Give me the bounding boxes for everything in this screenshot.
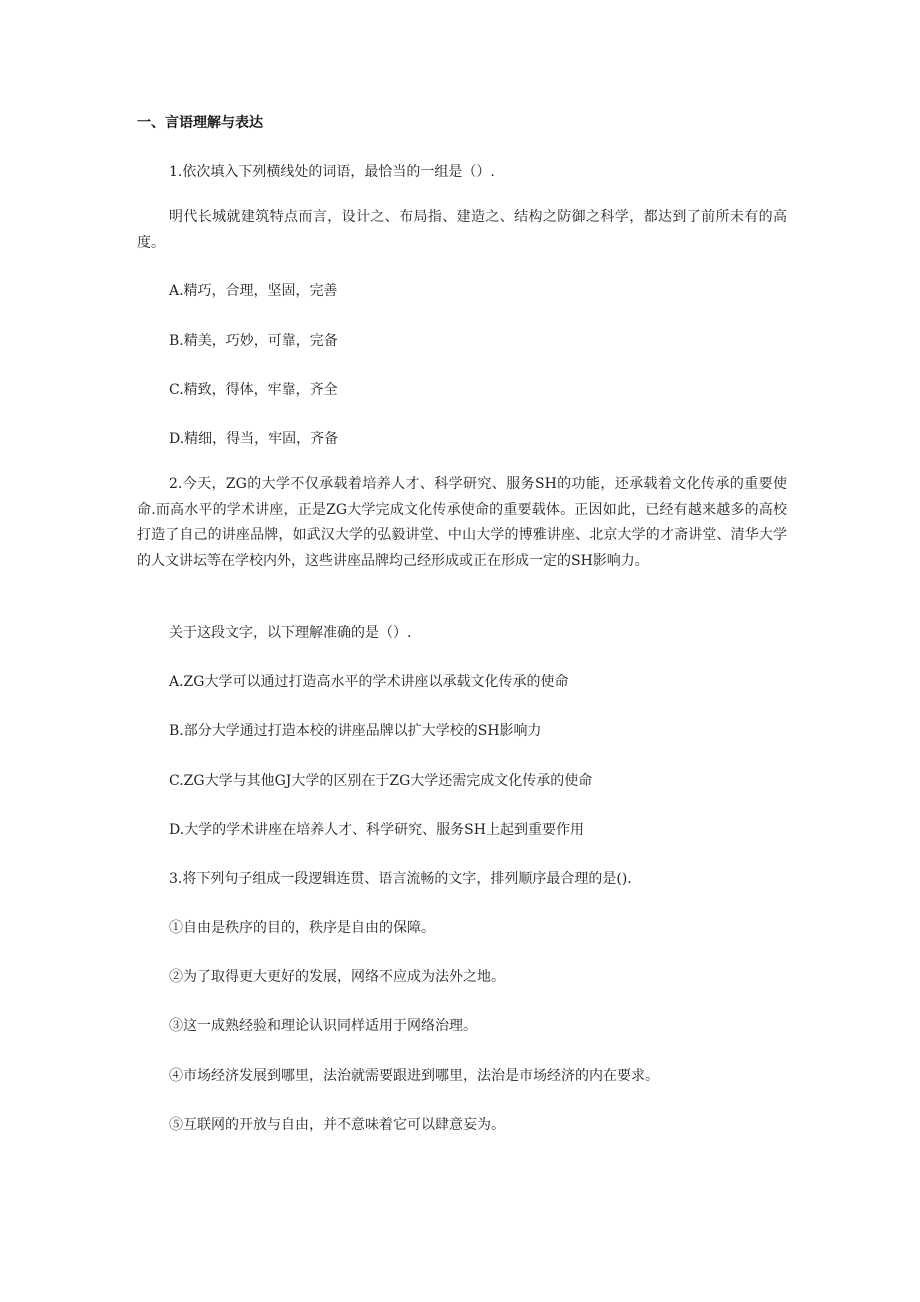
question-2-option-d: D.大学的学术讲座在培养人才、科学研究、服务SH上起到重要作用 bbox=[169, 822, 584, 838]
question-1-option-c: C.精致，得体，牢靠，齐全 bbox=[169, 382, 338, 398]
question-1-passage: 明代长城就建筑特点而言，设计之、布局指、建造之、结构之防御之科学，都达到了前所未有的高度。 bbox=[137, 209, 787, 251]
question-1-option-d: D.精细，得当，牢固，齐备 bbox=[169, 431, 339, 447]
question-3-sentence-2: ②为了取得更大更好的发展，网络不应成为法外之地。 bbox=[169, 969, 505, 985]
question-2-option-c: C.ZG大学与其他GJ大学的区别在于ZG大学还需完成文化传承的使命 bbox=[169, 773, 593, 789]
question-2-stem: 关于这段文字，以下理解准确的是（）. bbox=[169, 625, 412, 641]
question-1-option-b: B.精美，巧妙，可靠，完备 bbox=[169, 333, 338, 349]
question-3-sentence-5: ⑤互联网的开放与自由，并不意味着它可以肆意妄为。 bbox=[169, 1117, 505, 1133]
question-1-option-a: A.精巧，合理，坚固，完善 bbox=[169, 283, 338, 299]
question-2-option-b: B.部分大学通过打造本校的讲座品牌以扩大学校的SH影响力 bbox=[169, 723, 542, 739]
question-3-sentence-3: ③这一成熟经验和理论认识同样适用于网络治理。 bbox=[169, 1018, 477, 1034]
question-2-option-a: A.ZG大学可以通过打造高水平的学术讲座以承载文化传承的使命 bbox=[169, 674, 569, 690]
question-1-stem: 1.依次填入下列横线处的词语，最恰当的一组是（）. bbox=[169, 164, 495, 180]
question-3-stem: 3.将下列句子组成一段逻辑连贯、语言流畅的文字，排列顺序最合理的是(). bbox=[169, 871, 632, 887]
question-2-passage: 2.今天，ZG的大学不仅承载着培养人才、科学研究、服务SH的功能，还承载着文化传承的重要使命.而高水平的学术讲座，正是ZG大学完成文化传承使命的重要载体。正因如此，已经有越来越多的高校打造了自己的讲座品牌，如武汉大学的弘毅讲堂、中山大学的博雅讲座、北京大学的才斋讲堂、清华大学的人文讲坛等在学校内外，这些讲座品牌均己经形成或正在形成一定的SH影响力。 bbox=[137, 476, 787, 569]
section-heading: 一、言语理解与表达 bbox=[137, 115, 263, 131]
question-3-sentence-1: ①自由是秩序的目的，秩序是自由的保障。 bbox=[169, 920, 435, 936]
question-3-sentence-4: ④市场经济发展到哪里，法治就需要跟进到哪里，法治是市场经济的内在要求。 bbox=[169, 1068, 659, 1084]
